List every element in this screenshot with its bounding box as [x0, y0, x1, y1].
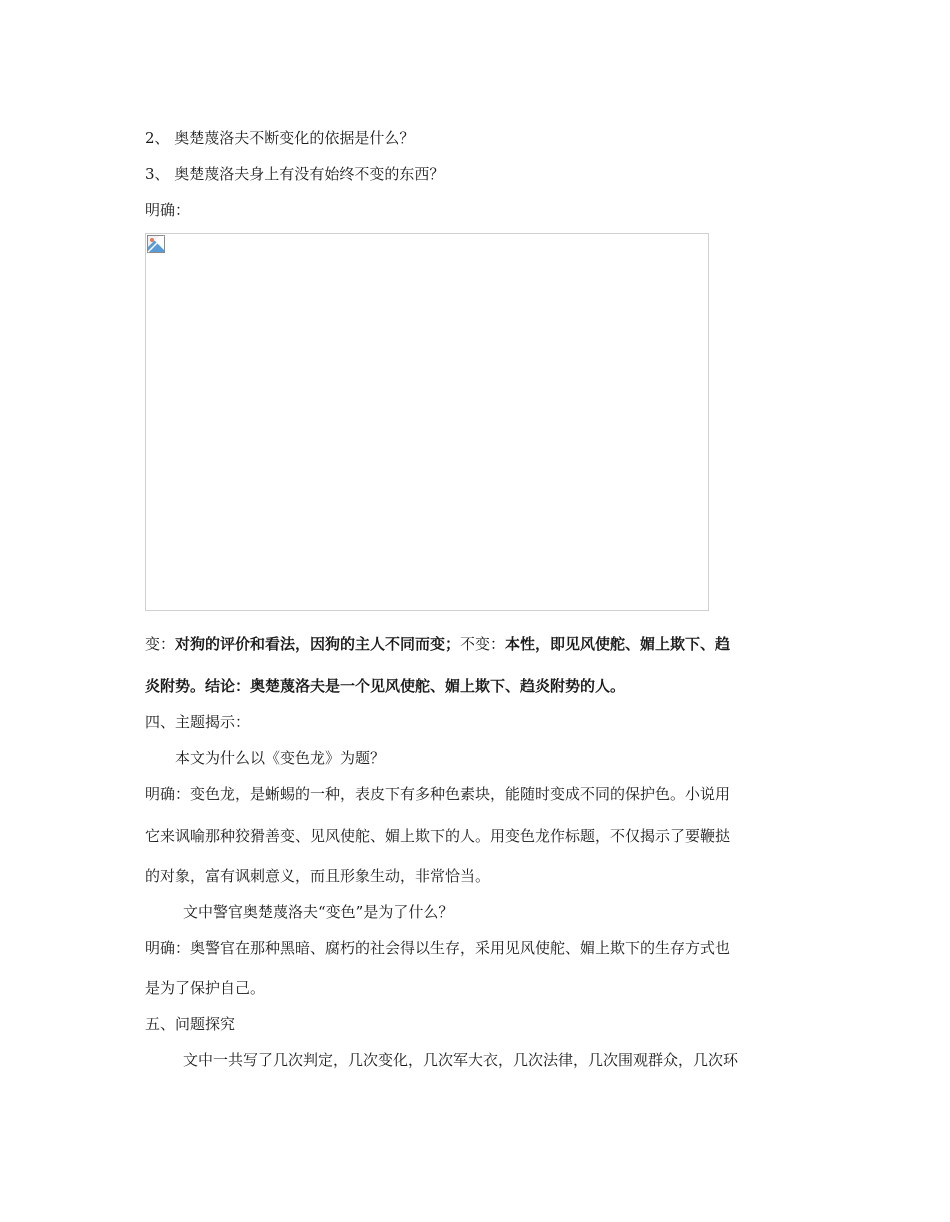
section-5-heading: 五、问题探究 — [145, 1015, 236, 1033]
question-3: 3、 奥楚蔑洛夫身上有没有始终不变的东西？ — [145, 165, 445, 183]
change-line-2: 炎附势。结论：奥楚蔑洛夫是一个见风使舵、媚上欺下、趋炎附势的人。 — [145, 677, 626, 695]
change-content: 对狗的评价和看法，因狗的主人不同而变； — [175, 635, 461, 653]
section-4-heading: 四、主题揭示： — [145, 713, 251, 731]
section-5-line-1: 文中一共写了几次判定，几次变化，几次军大衣，几次法律，几次围观群众，几次环 — [183, 1051, 739, 1069]
image-placeholder — [145, 233, 709, 611]
broken-image-icon — [147, 235, 165, 253]
change-label: 变： — [145, 635, 176, 653]
section-4-answer-1-line-3: 的对象，富有讽刺意义，而且形象生动，非常恰当。 — [145, 867, 491, 885]
section-4-question-2: 文中警官奥楚蔑洛夫“变色”是为了什么？ — [183, 903, 454, 921]
change-line-1 — [145, 634, 730, 654]
unchanged-label: 不变： — [460, 635, 506, 653]
answer-label: 明确： — [145, 201, 191, 219]
section-4-answer-2-line-1: 明确：奥警官在那种黑暗、腐朽的社会得以生存，采用见风使舵、媚上欺下的生存方式也 — [145, 939, 731, 957]
question-2: 2、 奥楚蔑洛夫不断变化的依据是什么？ — [145, 129, 415, 147]
section-4-answer-2-line-2: 是为了保护自己。 — [145, 979, 266, 997]
unchanged-content: 本性，即见风使舵、媚上欺下、趋 — [505, 635, 731, 653]
section-4-answer-1-line-2: 它来讽喻那种狡猾善变、见风使舵、媚上欺下的人。用变色龙作标题，不仅揭示了要鞭挞 — [145, 827, 731, 845]
section-4-question-1: 本文为什么以《变色龙》为题？ — [175, 749, 386, 767]
section-4-answer-1-line-1: 明确：变色龙，是蜥蜴的一种，表皮下有多种色素块，能随时变成不同的保护色。小说用 — [145, 785, 731, 803]
